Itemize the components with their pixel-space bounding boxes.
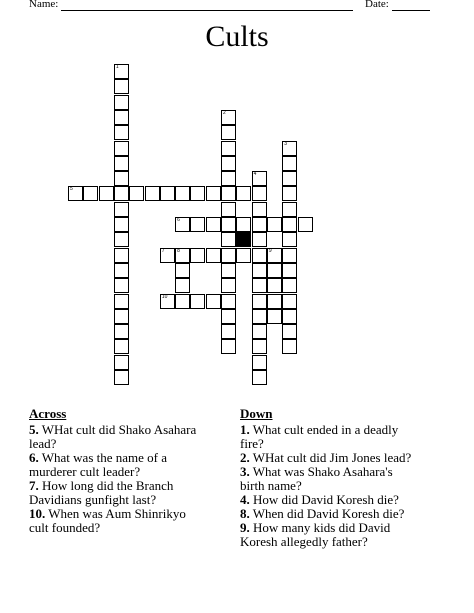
clue-number: 3. xyxy=(240,464,250,479)
grid-cell[interactable] xyxy=(221,125,236,140)
grid-cell[interactable] xyxy=(252,355,267,370)
grid-cell[interactable] xyxy=(114,294,129,309)
grid-cell[interactable] xyxy=(221,171,236,186)
grid-cell[interactable] xyxy=(221,217,236,232)
grid-cell[interactable] xyxy=(252,294,267,309)
grid-cell[interactable] xyxy=(252,278,267,293)
grid-cell[interactable] xyxy=(206,248,221,263)
clue-number: 4. xyxy=(240,492,250,507)
grid-cell[interactable] xyxy=(114,141,129,156)
grid-cell[interactable] xyxy=(114,171,129,186)
grid-cell[interactable] xyxy=(236,248,251,263)
grid-cell[interactable] xyxy=(175,294,190,309)
across-clue xyxy=(29,451,204,479)
grid-cell[interactable] xyxy=(160,248,175,263)
grid-cell[interactable] xyxy=(252,309,267,324)
down-clues xyxy=(240,407,420,549)
grid-cell[interactable] xyxy=(252,263,267,278)
grid-cell[interactable] xyxy=(190,248,205,263)
grid-cell[interactable] xyxy=(282,156,297,171)
clue-text: What was Shako Asahara's birth name? xyxy=(240,464,393,493)
grid-cell[interactable] xyxy=(282,278,297,293)
across-clue xyxy=(29,479,204,507)
grid-cell[interactable] xyxy=(267,309,282,324)
down-clue xyxy=(240,423,420,451)
grid-cell[interactable] xyxy=(282,339,297,354)
grid-cell[interactable] xyxy=(114,263,129,278)
clue-number: 1 xyxy=(115,64,119,70)
clue-number: 6. xyxy=(29,450,39,465)
grid-cell[interactable] xyxy=(252,217,267,232)
grid-cell[interactable] xyxy=(282,294,297,309)
grid-cell[interactable] xyxy=(99,186,114,201)
grid-cell[interactable] xyxy=(175,217,190,232)
clue-number: 7. xyxy=(29,478,39,493)
across-clues xyxy=(29,407,204,535)
grid-cell[interactable] xyxy=(221,294,236,309)
grid-cell[interactable] xyxy=(175,278,190,293)
grid-cell[interactable] xyxy=(160,294,175,309)
page-title: Cults xyxy=(205,20,269,53)
grid-cell[interactable] xyxy=(175,248,190,263)
grid-cell[interactable] xyxy=(114,278,129,293)
grid-cell[interactable] xyxy=(267,217,282,232)
clue-number: 6 xyxy=(177,217,180,223)
grid-cell[interactable] xyxy=(114,339,129,354)
clue-number: 9 xyxy=(268,247,272,254)
grid-cell[interactable] xyxy=(114,370,129,385)
grid-cell[interactable] xyxy=(160,186,175,201)
grid-cell[interactable] xyxy=(206,186,221,201)
clue-text: WHat cult did Shako Asahara lead? xyxy=(29,422,197,451)
grid-cell[interactable] xyxy=(282,141,297,156)
clue-number: 10. xyxy=(29,506,46,521)
grid-cell[interactable] xyxy=(236,186,251,201)
grid-cell[interactable] xyxy=(282,202,297,217)
grid-cell[interactable] xyxy=(114,79,129,94)
clue-number: 10 xyxy=(161,293,168,300)
grid-cell[interactable] xyxy=(282,232,297,247)
grid-cell[interactable] xyxy=(252,202,267,217)
grid-cell[interactable] xyxy=(206,217,221,232)
grid-cell[interactable] xyxy=(221,309,236,324)
clue-number: 3 xyxy=(284,140,287,147)
clue-number: 2 xyxy=(223,109,226,116)
grid-cell[interactable] xyxy=(114,64,129,79)
grid-cell[interactable] xyxy=(221,141,236,156)
grid-cell[interactable] xyxy=(175,186,190,201)
clue-number: 1. xyxy=(240,422,250,437)
grid-cell[interactable] xyxy=(114,156,129,171)
grid-cell[interactable] xyxy=(221,232,236,247)
grid-cell[interactable] xyxy=(267,294,282,309)
grid-cell[interactable] xyxy=(252,186,267,201)
grid-cell[interactable] xyxy=(114,202,129,217)
clue-number: 9. xyxy=(240,520,250,535)
clue-number: 7 xyxy=(161,247,165,254)
grid-cell[interactable] xyxy=(114,217,129,232)
clue-text: How did David Koresh die? xyxy=(249,492,399,507)
grid-cell[interactable] xyxy=(282,309,297,324)
down-clue xyxy=(240,493,420,507)
clue-text: When did David Koresh die? xyxy=(249,506,405,521)
grid-cell[interactable] xyxy=(114,95,129,110)
grid-cell[interactable] xyxy=(252,370,267,385)
across-clue xyxy=(29,507,204,535)
grid-cell[interactable] xyxy=(114,309,129,324)
down-clue xyxy=(240,521,420,549)
grid-cell[interactable] xyxy=(267,263,282,278)
clue-number: 5. xyxy=(29,422,39,437)
grid-cell[interactable] xyxy=(114,248,129,263)
grid-cell[interactable] xyxy=(282,324,297,339)
clue-number: 8 xyxy=(177,247,180,254)
clue-text: WHat cult did Jim Jones lead? xyxy=(249,450,412,465)
clue-number: 2. xyxy=(240,450,250,465)
grid-cell[interactable] xyxy=(282,186,297,201)
grid-cell[interactable] xyxy=(83,186,98,201)
grid-cell[interactable] xyxy=(298,217,313,232)
down-clue xyxy=(240,465,420,493)
clue-text: How long did the Branch Davidians gunfight last? xyxy=(29,478,174,507)
grid-cell[interactable] xyxy=(252,339,267,354)
grid-cell[interactable] xyxy=(129,186,144,201)
clue-number: 4 xyxy=(253,171,257,178)
grid-cell[interactable] xyxy=(282,217,297,232)
date-label: Date: xyxy=(365,0,389,10)
grid-cell[interactable] xyxy=(221,339,236,354)
grid-cell[interactable] xyxy=(114,324,129,339)
grid-cell[interactable] xyxy=(114,186,129,201)
grid-cell[interactable] xyxy=(221,110,236,125)
down-clue xyxy=(240,507,420,521)
grid-cell[interactable] xyxy=(114,110,129,125)
grid-cell[interactable] xyxy=(282,263,297,278)
clue-text: What cult ended in a deadly fire? xyxy=(240,422,399,451)
grid-cell[interactable] xyxy=(145,186,160,201)
grid-cell[interactable] xyxy=(68,186,83,201)
grid-cell[interactable] xyxy=(267,248,282,263)
grid-cell[interactable] xyxy=(190,186,205,201)
grid-cell[interactable] xyxy=(114,125,129,140)
grid-cell[interactable] xyxy=(252,248,267,263)
grid-cell[interactable] xyxy=(175,263,190,278)
clue-text: When was Aum Shinrikyo cult founded? xyxy=(29,506,186,535)
grid-cell[interactable] xyxy=(190,217,205,232)
grid-cell[interactable] xyxy=(221,156,236,171)
grid-cell[interactable] xyxy=(236,217,251,232)
grid-cell[interactable] xyxy=(206,294,221,309)
grid-cell[interactable] xyxy=(221,248,236,263)
across-clue xyxy=(29,423,204,451)
down-heading: Down xyxy=(240,406,273,421)
grid-cell[interactable] xyxy=(221,186,236,201)
grid-cell[interactable] xyxy=(221,278,236,293)
name-label: Name: xyxy=(29,0,59,10)
down-clue xyxy=(240,451,420,465)
grid-cell[interactable] xyxy=(282,248,297,263)
grid-cell[interactable] xyxy=(221,324,236,339)
across-heading: Across xyxy=(29,406,67,421)
grid-cell[interactable] xyxy=(114,232,129,247)
grid-cell[interactable] xyxy=(190,294,205,309)
grid-cell[interactable] xyxy=(221,263,236,278)
grid-cell[interactable] xyxy=(252,324,267,339)
clue-text: How many kids did David Koresh allegedly father? xyxy=(240,520,391,549)
clue-number: 5 xyxy=(70,186,73,193)
clue-text: What was the name of a murderer cult leader? xyxy=(29,450,168,479)
clue-number: 8. xyxy=(240,506,250,521)
grid-cell[interactable] xyxy=(252,171,267,186)
black-cell xyxy=(236,232,251,247)
grid-cell[interactable] xyxy=(282,171,297,186)
grid-cell[interactable] xyxy=(267,278,282,293)
grid-cell[interactable] xyxy=(221,202,236,217)
grid-cell[interactable] xyxy=(252,232,267,247)
grid-cell[interactable] xyxy=(114,355,129,370)
